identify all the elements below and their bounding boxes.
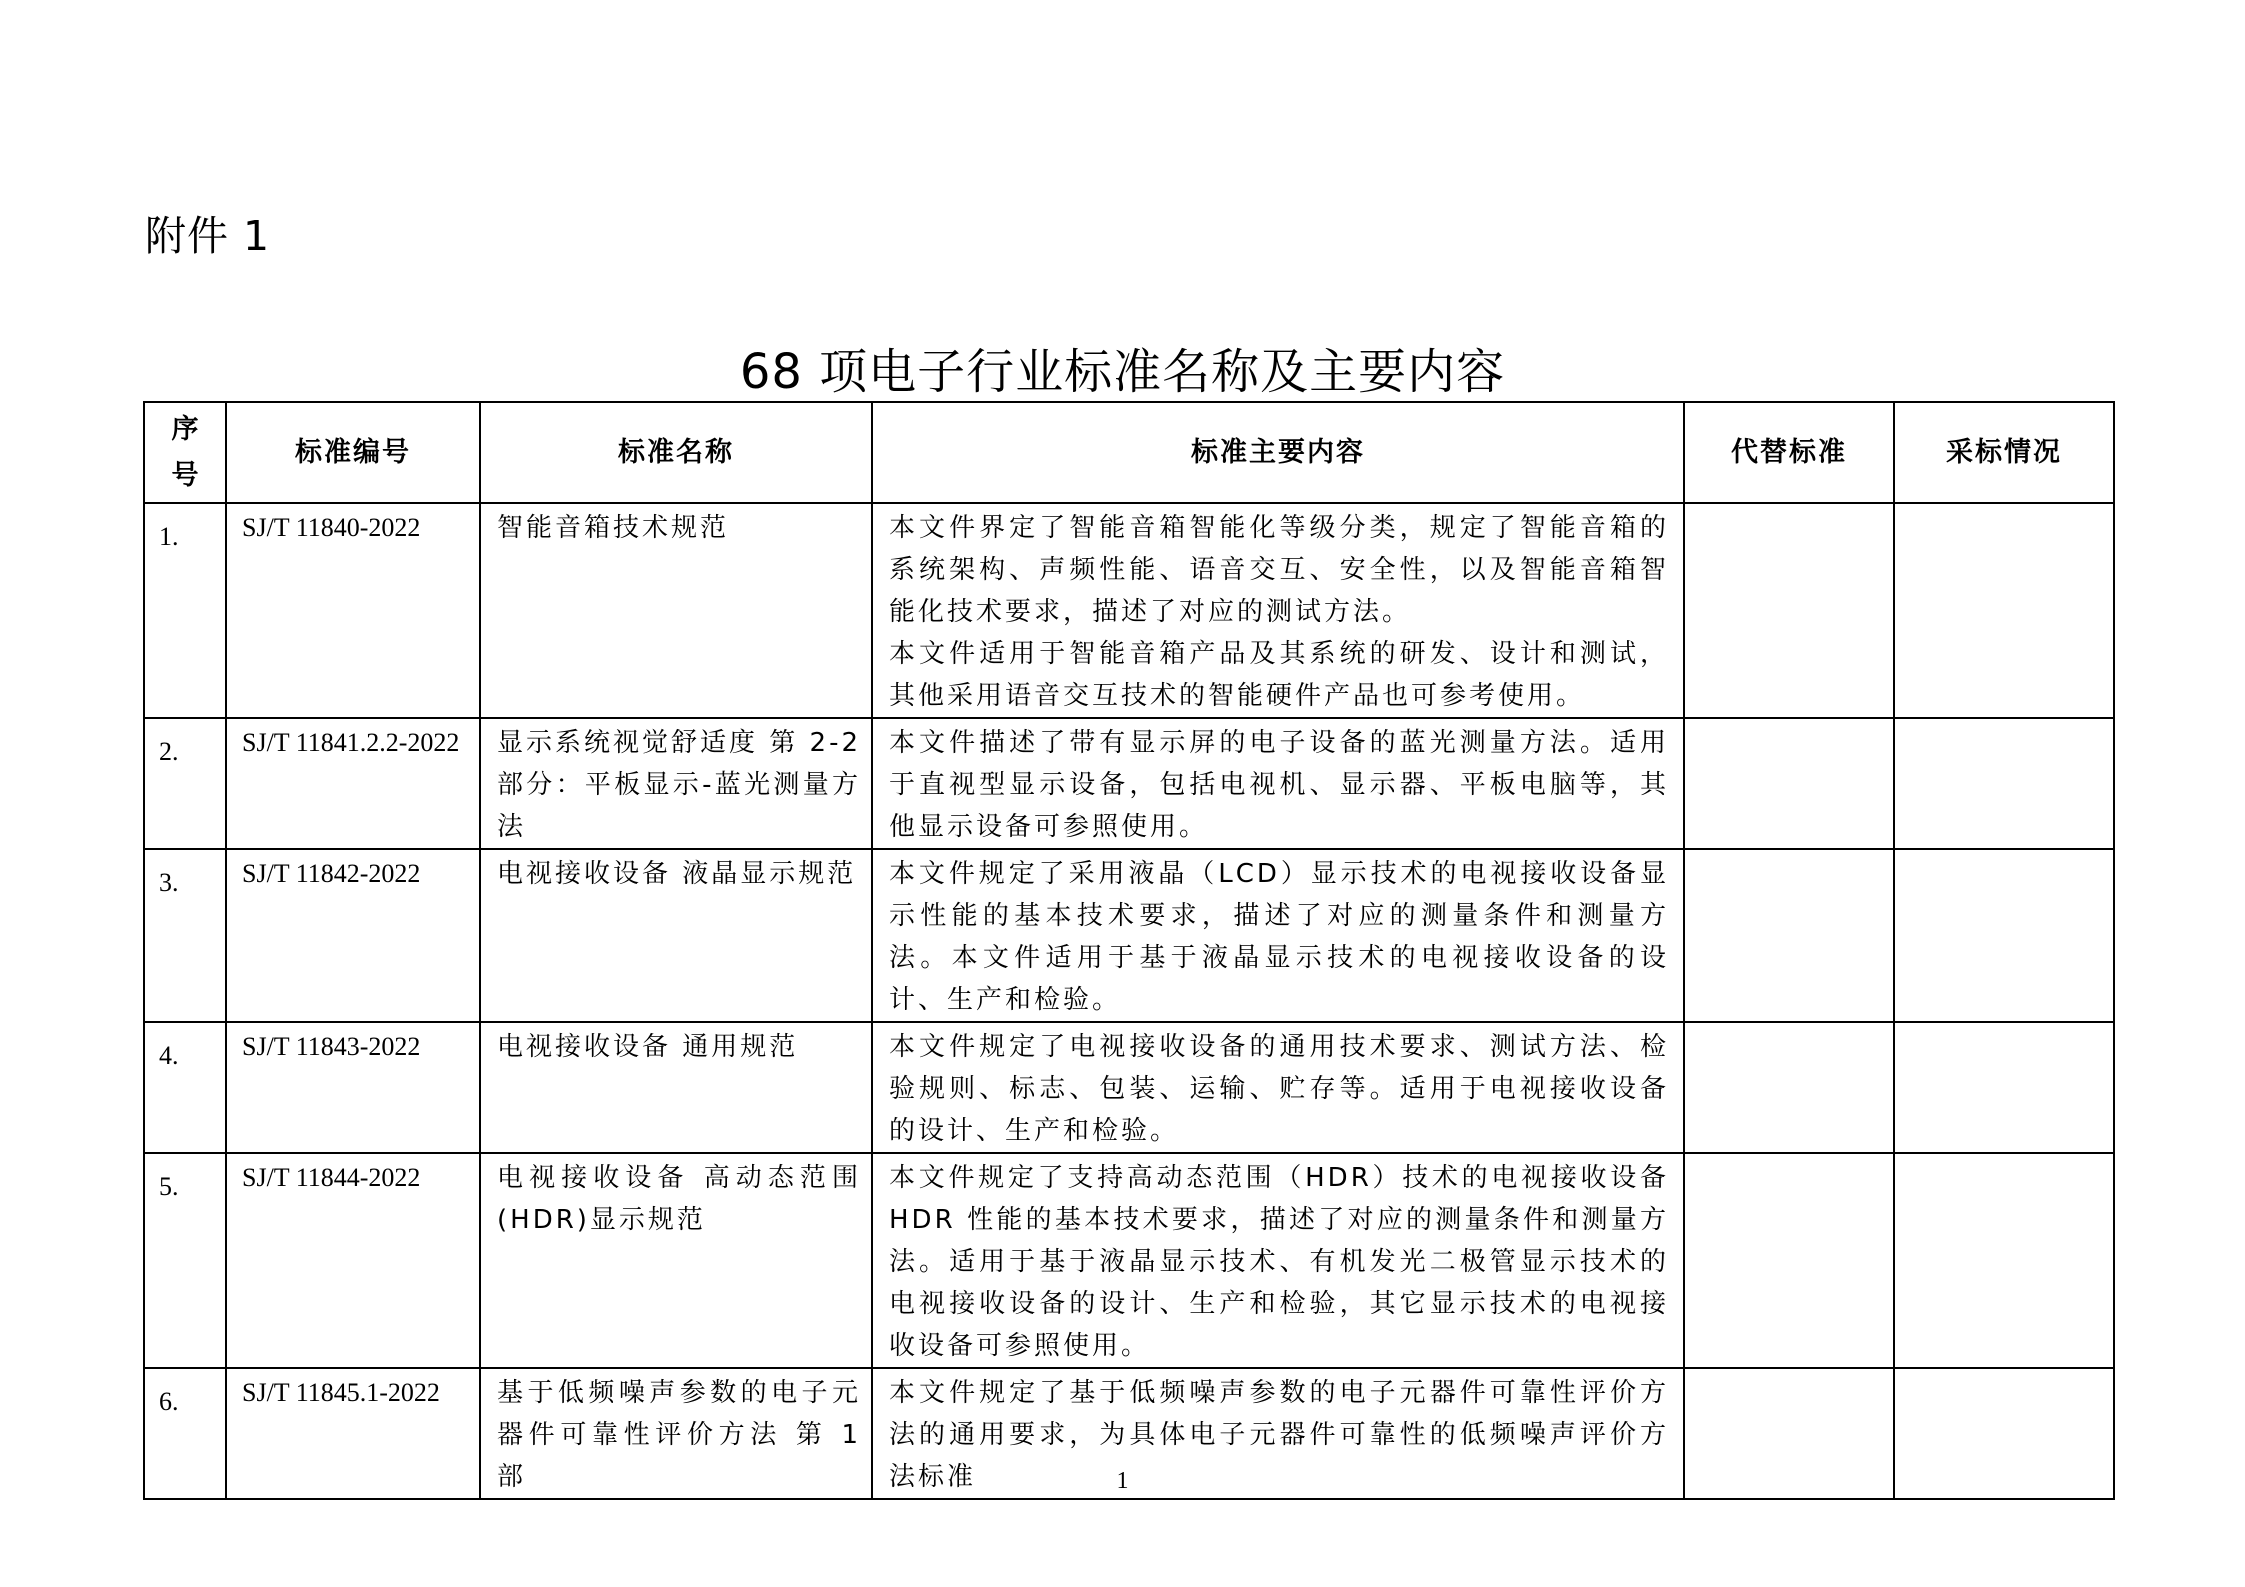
content-paragraph: 本文件规定了采用液晶（LCD）显示技术的电视接收设备显示性能的基本技术要求，描述了对应的测量条件和测量方法。本文件适用于基于液晶显示技术的电视接收设备的设计、生产和检验。 [889,859,1669,1015]
table-row [144,1022,2114,1153]
row-seq: 1. [144,503,226,718]
row-name: 智能音箱技术规范 [480,503,872,718]
row-code: SJ/T 11843-2022 [226,1022,480,1153]
row-replaces [1684,1022,1894,1153]
row-adoption [1894,1022,2114,1153]
table-row [144,718,2114,849]
header-seq: 序号 [144,402,226,503]
content-paragraph: 本文件规定了基于低频噪声参数的电子元器件可靠性评价方法的通用要求，为具体电子元器件可靠性的低频噪声评价方法标准 [889,1378,1669,1492]
row-code: SJ/T 11842-2022 [226,849,480,1022]
header-replaces: 代替标准 [1684,402,1894,503]
row-name: 电视接收设备 通用规范 [480,1022,872,1153]
header-content: 标准主要内容 [872,402,1684,503]
row-code: SJ/T 11840-2022 [226,503,480,718]
content-paragraph: 本文件规定了电视接收设备的通用技术要求、测试方法、检验规则、标志、包装、运输、贮存等。适用于电视接收设备的设计、生产和检验。 [889,1032,1669,1146]
table-row [144,1153,2114,1368]
row-name: 基于低频噪声参数的电子元器件可靠性评价方法 第 1 部 [480,1368,872,1499]
row-seq: 6. [144,1368,226,1499]
row-seq: 5. [144,1153,226,1368]
row-name: 电视接收设备 液晶显示规范 [480,849,872,1022]
row-adoption [1894,503,2114,718]
row-seq: 3. [144,849,226,1022]
content-paragraph: 本文件描述了带有显示屏的电子设备的蓝光测量方法。适用于直视型显示设备，包括电视机、显示器、平板电脑等，其他显示设备可参照使用。 [889,728,1669,842]
row-content [872,503,1684,718]
row-adoption [1894,1153,2114,1368]
row-adoption [1894,718,2114,849]
content-paragraph: 本文件界定了智能音箱智能化等级分类，规定了智能音箱的系统架构、声频性能、语音交互、安全性，以及智能音箱智能化技术要求，描述了对应的测试方法。 [889,513,1669,627]
row-name: 显示系统视觉舒适度 第 2-2 部分：平板显示-蓝光测量方法 [480,718,872,849]
row-content [872,718,1684,849]
content-paragraph: 本文件适用于智能音箱产品及其系统的研发、设计和测试，其他采用语音交互技术的智能硬件产品也可参考使用。 [889,639,1669,711]
row-seq: 4. [144,1022,226,1153]
row-content [872,1153,1684,1368]
header-code: 标准编号 [226,402,480,503]
row-code: SJ/T 11845.1-2022 [226,1368,480,1499]
row-replaces [1684,718,1894,849]
table-row [144,849,2114,1022]
row-code: SJ/T 11841.2.2-2022 [226,718,480,849]
row-seq: 2. [144,718,226,849]
header-adoption: 采标情况 [1894,402,2114,503]
document-title: 68 项电子行业标准名称及主要内容 [739,344,1506,401]
row-replaces [1684,503,1894,718]
table-row [144,503,2114,718]
row-content [872,1022,1684,1153]
content-paragraph: 本文件规定了支持高动态范围（HDR）技术的电视接收设备 HDR 性能的基本技术要求，描述了对应的测量条件和测量方法。适用于基于液晶显示技术、有机发光二极管显示技术的电视接收设备的设计、生产和检验，其它显示技术的电视接收设备可参照使用。 [889,1163,1669,1361]
row-adoption [1894,849,2114,1022]
header-name: 标准名称 [480,402,872,503]
row-replaces [1684,1153,1894,1368]
row-code: SJ/T 11844-2022 [226,1153,480,1368]
row-content [872,849,1684,1022]
row-replaces [1684,849,1894,1022]
standards-table [143,401,2115,1500]
table-header-row [144,402,2114,503]
attachment-label: 附件 1 [145,212,271,260]
row-name: 电视接收设备 高动态范围(HDR)显示规范 [480,1153,872,1368]
page-number: 1 [1116,1468,1129,1494]
